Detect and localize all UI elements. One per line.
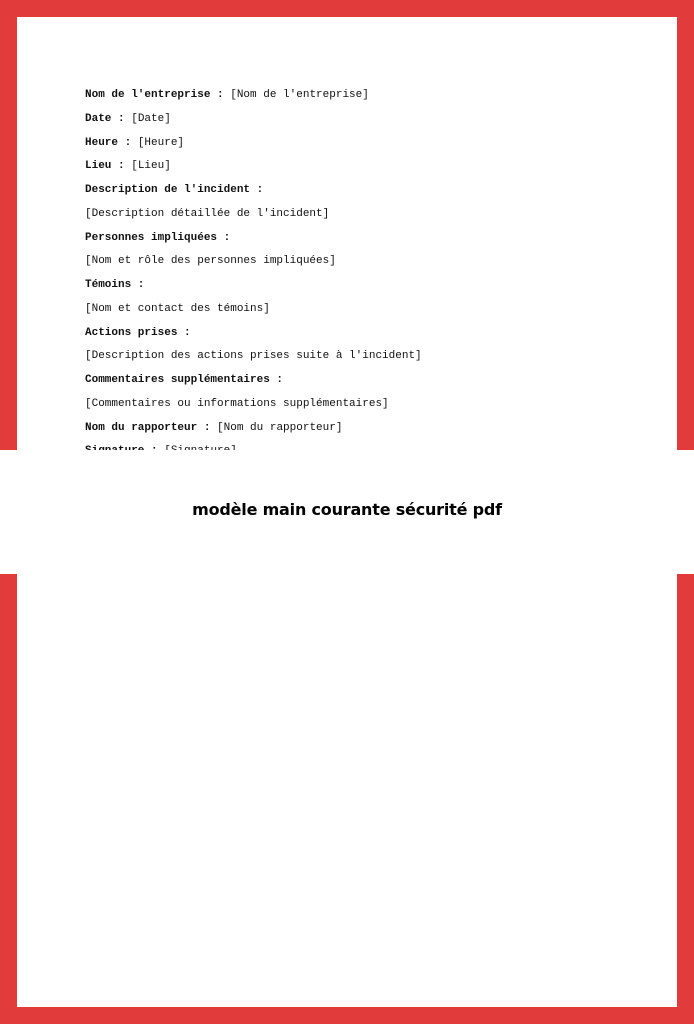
witnesses-value: [Nom et contact des témoins]: [85, 303, 270, 315]
description-label: Description de l'incident :: [85, 184, 264, 196]
place-value: [Lieu]: [131, 160, 171, 172]
reporter-label: Nom du rapporteur :: [85, 422, 211, 434]
time-row: [85, 136, 184, 150]
comments-label: Commentaires supplémentaires :: [85, 374, 284, 386]
date-row: [85, 112, 171, 126]
place-label: Lieu :: [85, 160, 125, 172]
actions-value: [Description des actions prises suite à l'incident]: [85, 350, 422, 362]
time-label: Heure :: [85, 137, 132, 149]
place-row: [85, 159, 171, 173]
company-label: Nom de l'entreprise :: [85, 89, 224, 101]
description-value: [Description détaillée de l'incident]: [85, 208, 330, 220]
persons-label: Personnes impliquées :: [85, 232, 231, 244]
date-label: Date :: [85, 113, 125, 125]
comments-value: [Commentaires ou informations supplémentaires]: [85, 398, 389, 410]
reporter-value: [Nom du rapporteur]: [217, 422, 343, 434]
company-row: [85, 88, 369, 102]
witnesses-label: Témoins :: [85, 279, 145, 291]
banner-title: modèle main courante sécurité pdf: [192, 500, 502, 519]
date-value: [Date]: [131, 113, 171, 125]
incident-report-form: [85, 85, 645, 455]
time-value: [Heure]: [137, 137, 185, 149]
actions-label: Actions prises :: [85, 327, 191, 339]
reporter-row: [85, 421, 342, 435]
company-value: [Nom de l'entreprise]: [230, 89, 369, 101]
persons-value: [Nom et rôle des personnes impliquées]: [85, 255, 336, 267]
